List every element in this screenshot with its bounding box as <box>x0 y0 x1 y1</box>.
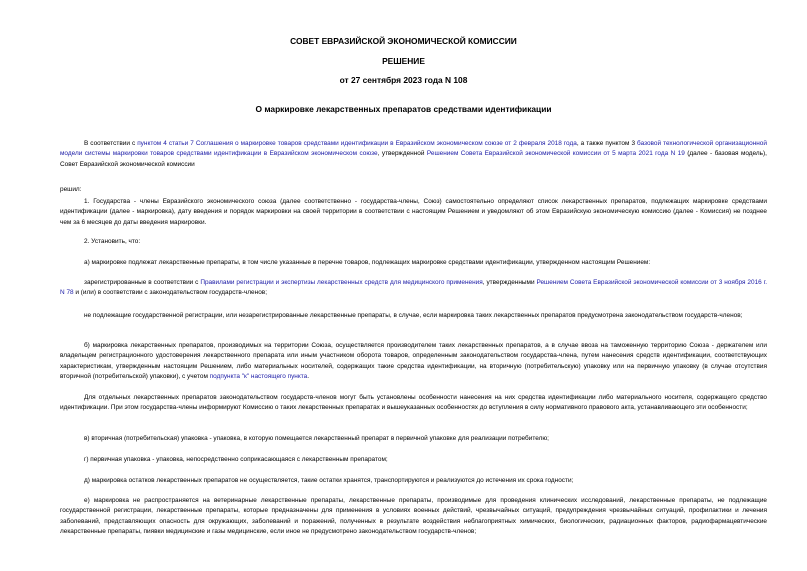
preamble-paragraph <box>60 139 767 170</box>
doc-date-number: от 27 сентября 2023 года N 108 <box>339 75 468 85</box>
paragraph-2: 2. Установить, что: <box>84 238 141 245</box>
link-agreement-article[interactable]: пунктом 4 статьи 7 Соглашения о маркировке товаров средствами идентификации в Евразийском экономическом союзе от 2 февраля 2018 года <box>137 140 577 147</box>
paragraph-2d: д) маркировка остатков лекарственных препаратов не осуществляется, такие остатки хранятся, транспортируются и реализуются до истечения их срока годности; <box>84 477 574 484</box>
registered-text-2: , утвержденными <box>482 279 537 286</box>
registered-text-1: зарегистрированные в соответствии с <box>84 279 201 286</box>
paragraph-2b-text: б) маркировка лекарственных препаратов, производимых на территории Союза, осуществляется производителем таких лекарственных препаратов, а в случае ввоза на таможенную территорию Союза - держателем или владельцем регистрационного удостоверения лекарственного препарата или иным участником оборота товаров, определенным законодательством государства-члена, путем нанесения средств идентификации, соответствующих характеристикам, утвержденным настоящим Решением, либо материальных носителей, содержащих такие средства идентификации, на вторичную (потребительскую) упаковку или на первичную упаковку (в случае отсутствия вторичной (потребительской) упаковки), с учетом <box>60 342 767 380</box>
doc-type-title: РЕШЕНИЕ <box>382 56 425 66</box>
doc-title: О маркировке лекарственных препаратов средствами идентификации <box>255 104 552 114</box>
link-council-decision-78[interactable]: Решением Совета Евразийской экономической комиссии от 3 ноября 2016 г. N 78 <box>60 279 767 297</box>
preamble-text-3: , утвержденной <box>377 150 427 158</box>
paragraph-2b-end: . <box>307 372 309 380</box>
paragraph-2e: е) маркировка не распространяется на ветеринарные лекарственные препараты, лекарственные препараты, производимые для проведения клинических исследований, лекарственные препараты, не подлежащие государственной регистрации, лекарственные препараты, которые предназначены для применения в условиях военных действий, чрезвычайных ситуаций, предупреждения чрезвычайных ситуаций, профилактики и лечения заболеваний, представляющих опасность для окружающих, заболеваний и поражений, полученных в результате воздействия неблагоприятных химических, биологических, радиационных факторов, радиофармацевтические лекарственные препараты, пиявки медицинские и газы медицинские, если иное не предусмотрено законодательством государств-членов; <box>60 497 767 535</box>
link-council-decision-19[interactable]: Решением Совета Евразийской экономической комиссии от 5 марта 2021 года N 19 <box>426 150 685 158</box>
paragraph-1: 1. Государства - члены Евразийского экономического союза (далее соответственно - государства-члены, Союз) самостоятельно определяют список лекарственных препаратов, подлежащих маркировке средствами идентификации (далее - маркировка), дату введения и порядок маркировки на своей территории в соответствии с настоящим Решением и уведомляют об этом Евразийскую экономическую комиссию (далее - Комиссия) не позднее чем за 6 месяцев до даты введения маркировки. <box>60 198 767 226</box>
link-subparagraph-k[interactable]: подпункта "к" настоящего пункта <box>209 372 308 380</box>
link-registration-rules[interactable]: Правилами регистрации и экспертизы лекарственных средств для медицинского применения <box>200 279 483 286</box>
paragraph-special-features: Для отдельных лекарственных препаратов законодательством государств-членов могут быть установлены особенности нанесения на них средства идентификации либо материального носителя, содержащего средство идентификации. При этом государства-члены информируют Комиссию о таких лекарственных препаратах и вышеуказанных особенностях до вступления в силу нормативного правового акта, устанавливающего эти особенности; <box>60 394 767 412</box>
preamble-text-1: В соответствии с <box>84 140 138 147</box>
registered-text-3: и (или) в соответствии с законодательством государств-членов; <box>73 289 267 297</box>
paragraph-2a: а) маркировке подлежат лекарственные препараты, в том числе указанные в перечне товаров, подлежащих маркировке средствами идентификации, утвержденном настоящим Решением: <box>84 259 651 266</box>
link-basic-model[interactable]: базовой технологической организационной модели системы маркировки товаров средствами идентификации в Евразийском экономическом союзе <box>60 140 767 158</box>
resolved-label: решил: <box>60 186 82 193</box>
paragraph-registered <box>60 278 767 299</box>
paragraph-2b <box>60 341 767 382</box>
paragraph-unregistered: не подлежащие государственной регистрации, или незарегистрированные лекарственные препараты, в случае, если маркировка таких лекарственных препаратов предусмотрена законодательством государств-членов; <box>84 312 743 319</box>
paragraph-2v: в) вторичная (потребительская) упаковка - упаковка, в которую помещается лекарственный препарат в первичной упаковке для реализации потребителю; <box>84 435 549 442</box>
preamble-text-2: , а также пунктом 3 <box>576 140 638 147</box>
preamble-text-4: (далее - базовая модель), Совет Евразийской экономической комиссии <box>60 150 767 168</box>
org-title: СОВЕТ ЕВРАЗИЙСКОЙ ЭКОНОМИЧЕСКОЙ КОМИССИИ <box>290 36 517 46</box>
paragraph-2g: г) первичная упаковка - упаковка, непосредственно соприкасающаяся с лекарственным препаратом; <box>84 456 388 463</box>
